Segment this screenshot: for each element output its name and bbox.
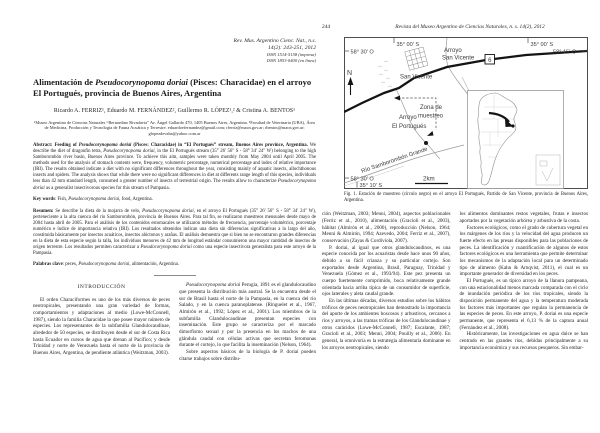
- journal-masthead: [33, 38, 316, 64]
- running-head-title: Revista del Museo Argentino de Ciencias Naturales, n. s. 14(2), 2012: [395, 24, 545, 30]
- abstract: [33, 143, 316, 192]
- sampling-station-dot: [424, 141, 428, 145]
- lat-top-left-label: 35° 00′ S: [396, 42, 420, 48]
- arroyo-san-vicente-label-1: Arroyo: [444, 48, 462, 54]
- lon-top-left-label: 58° 30′ O: [350, 49, 374, 56]
- paragraph: Históricamente, las investigaciones en agua dulce se han centrado en las grandes ríos, debidas principalmente a su importancia económica y sus recursos pesqueros. Sin embar-: [459, 331, 588, 351]
- issn-online: ISSN 1853-0400 (en línea): [266, 58, 316, 64]
- palabras-text: , alimentación, Argentina.: [129, 262, 179, 268]
- title-text: (Pisces: Characidae) en el arroyo El Portugués, provincia de Buenos Aires, Argentina: [33, 77, 312, 98]
- arroyo-san-vicente-label-2: San Vicente: [442, 55, 475, 62]
- arroyo-el-portugues-label-2: El Portugués: [392, 124, 427, 130]
- lon-top-right-label: 58° 15′ O: [553, 49, 577, 56]
- zona-de-muestreo-label-2: muestreo: [418, 113, 444, 120]
- figure-1-map: [344, 37, 588, 189]
- paragraph: P. doriai, al igual que otros glandulocaudinos, es una especie conocida por los acuaristas desde hace unos 90 años, debido a su fácil crianza y su particular cortejo. Son exportados desde Argentina, Brasil, Paraguay, Trinidad y Venezuela (Gómez et al., 1993/94). Este pez presenta un cuerpo fuertemente comprimido, boca relativamente grande orientada hacia arriba típica de un consumidor de superficie, ojos laterales y aleta caudal grande.: [322, 244, 451, 298]
- running-header: [322, 24, 588, 30]
- species-name: Pseudocorynopoma doriai: [68, 196, 120, 202]
- paragraph: El orden Characiformes es uno de los más diversos de peces neotropicales, presentando una gran variedad de formas, comportamientos y adaptaciones al medio (Lowe-McConnell, 1987), siendo la familia Characidae la que posee mayor número de especies. Los representantes de la subfamilia Glandulocaudinae, alrededor de 50 especies, se distribuyen desde el sur de Costa Rica hasta Ecuador en cursos de agua que drenan al Pacífico; y desde Trinidad y norte de Venezuela hasta el norte de la provincia de Buenos Aires, Argentina, de pendiente atlántica (Weitzman, 2003).: [33, 296, 170, 356]
- lon-bottom-label: 58° 30′ O: [350, 176, 374, 183]
- route-6-number: 6: [488, 57, 492, 64]
- page-left: [33, 38, 316, 362]
- journal-ref-line: 14(2): 243-251, 2012: [267, 45, 316, 52]
- species-name: Pseudocorynopoma doriai: [140, 245, 192, 251]
- paragraph-text: Perugia, 1891 es el glandulocaudino que presenta la distribución más austral. Se la encuentra desde el sur de Brasil hasta el norte de la Pampasia, en la cuenca del río Salado, y en la cuenca paranoplatense. (Ringuelet et al., 1967, Almirón et al., 1992; López et al., 2001). Los miembros de la subfamilia Glandulocaudinae presentan especies con inseminación. Este grupo se caracteriza por el marcado dimorfismo sexual y por la presencia en los machos de una glándula caudal con células activas que secretan feromonas durante el cortejo, lo que facilita la inseminación (Nelson, 1964).: [179, 282, 316, 349]
- title-text: Alimentación de: [33, 77, 96, 88]
- species-name: Pseudocorynopoma doriai: [186, 282, 241, 289]
- title-species-name: Pseudocorynopoma doriai: [95, 77, 188, 88]
- lat-bottom-label: 35° 10′ S: [359, 183, 383, 189]
- species-name: Pseudocorynopoma doriai: [103, 149, 155, 155]
- lat-top-right-label: 35° 00′ S: [530, 42, 554, 48]
- inset-location-dot: [511, 124, 514, 127]
- species-name: Pseudocorynopoma doriai: [33, 179, 316, 191]
- abstract-lead-species: Pseudocorynopoma doriai: [78, 142, 132, 148]
- keywords-line: [33, 197, 316, 203]
- paragraph: Factores ecológicos, como el grado de cobertura vegetal en los márgenes de los ríos y la velocidad del agua producen un fuerte efecto en las presas disponibles para las poblaciones de peces. La identificación y cuantificación de algunos de estos factores ecológicos es una herramienta que permite determinar los mecanismos de la adaptación local para un determinado tipo de alimento (Kahn & Arnqvist, 2011), el cual es un importante generador de diversidad en los peces.: [459, 224, 588, 278]
- palabras-clave-line: [33, 262, 316, 268]
- map-figure: [344, 37, 588, 189]
- resumen-body: Se describe la dieta de la mojarra de velo,: [53, 208, 143, 214]
- paragraph: El Portugués, es un típico arroyo de la llanura pampeana, con una estacionalidad menos marcada comparada con el ciclo de inundación periódica de los ríos tropicales, siendo la disposición permanente del agua y la temperatura moderada los factores más importantes que regulan la permanencia de las especies de peces. En este arroyo, P. doriai es una especie permanente, que representa el 6,13 % de la captura anual (Fernández et al., 2008).: [459, 277, 588, 331]
- affiliation-block: ¹Museo Argentino de Ciencias Naturales “Bernardino Rivadavia” Av. Ángel Gallardo 470, 1405 Buenos Aires, Argentina. ²Facultad de Veterinaria (UBA), Área de Medicina, Producción y Tecnología de Fauna Acuática y Terrestre. eduardoefernandez@gmail.com; rferriz@macn.gov.ar; rbentos@macn.gov.ar; glopezdevaba@yahoo.com.ar: [34, 119, 315, 137]
- figure-1-caption: Fig. 1. Estación de muestreo (círculo negro) en el arroyo El Portugués, Partido de San Vicente, provincia de Buenos Aires, Argentina.: [344, 192, 588, 204]
- keywords-text: : Fish,: [54, 196, 69, 202]
- abstract-lead: (Pisces: Characidae) in “El Portugués” stream, Buenos Aires province, Argentina.: [131, 142, 308, 148]
- intro-column-1: [33, 282, 170, 362]
- body-column-1: [322, 211, 451, 351]
- intro-column-2: [179, 282, 316, 362]
- resumen-body: , en el arroyo El Portugués (35° 26′ 56″ S - 58° 34′ 24″ W), perteneciente a la alta cuenca del río Samborombón, provincia de Buenos Aires. Para tal fin, se realizaron muestreos mensuales desde mayo de 2004 hasta abril de 2005. Para el análisis de los contenidos estomacales se utilizaron métodos de frecuencia, porcentaje volumétrico, porcentaje numérico e índice de importancia relativa (IRI). Los resultados obtenidos indican una dieta sin diferencias significativas a lo largo del año, constituida básicamente por insectos acuáticos, insectos alóctonos y arañas. El análisis demuestra que si bien no se encontraron grandes diferencias en la dieta de esta especie según la talla, los individuos menores de 42 mm de longitud estándar consumieron una mayor cantidad de insectos de origen terrestre. Los resultados permiten caracterizar a: [33, 208, 317, 251]
- issn-print: ISSN 1514-5158 (impresa): [266, 52, 316, 58]
- paragraph: [179, 282, 316, 349]
- palabras-text: : peces,: [62, 262, 79, 268]
- abstract-body: We describe the diet of dragonfin tetra,: [33, 142, 316, 155]
- abstract-lead: Abstract: Feeding of: [33, 142, 79, 148]
- section-divider: [154, 275, 196, 276]
- rio-samborombon-grande-label: Río Samborombón Grande: [360, 146, 429, 175]
- body-columns: [322, 211, 588, 351]
- san-vicente-town-label: San Vicente: [400, 74, 433, 81]
- keywords-label: Key words: [33, 196, 55, 202]
- intro-columns: [33, 282, 316, 362]
- paragraph: En las últimas décadas, diversos estudios sobre los hábitos tróficos de peces neotropicales han demostrado la importancia del aporte de los ambientes boscosos y arbustivos, cercanos a ríos y arroyos, a las tramas tróficas de los Glandulocaudinae y otros carácidos (Lowe-McConnell, 1987; Escalante, 1987; Gracioli et al., 2003; Menni, 2004; Pouilly et al., 2006). En general, la omnivoría es la estrategia alimentaria dominante en los arroyos neotropicales, siendo: [322, 297, 451, 351]
- resumen: [33, 209, 316, 258]
- page-number: 244: [322, 24, 331, 30]
- paragraph: los alimentos dominantes restos vegetales, frutas e insectos aportados por la vegetación arbórea y arbustiva de la costa.: [459, 211, 588, 224]
- abstract-body: as a generalist insectivorous species for this stream of Pampasia.: [44, 185, 170, 191]
- body-column-2: [460, 211, 589, 351]
- arroyo-el-portugues-label-1: Arroyo: [399, 115, 417, 121]
- resumen-body: como una especie insectívora generalista para este arroyo de la Pampasia.: [33, 245, 317, 257]
- north-label: N: [347, 70, 353, 77]
- scale-bar-label: 2km: [423, 175, 435, 183]
- paragraph: Sobre aspectos básicos de la biología de P. doriai pueden citarse trabajos sobre distribu-: [179, 349, 316, 362]
- article-title: [33, 77, 316, 98]
- section-heading-introduccion: INTRODUCCIÓN: [77, 284, 126, 291]
- paragraph: ción (Weitzman, 2003; Menni, 2004), aspectos poblacionales (Ferriz et al., 2010), alimentación (Gracioli et al., 2003), hábitat (Almirón et al., 2000), reproducción (Nelson, 1964; Menni & Almirón, 1994; Azevedo, 2004; Ferriz et al., 2007), conservación (Zayas & Cordiviola, 2007).: [322, 211, 451, 244]
- palabras-label: Palabras clave: [33, 262, 63, 268]
- zona-de-muestreo-label-1: Zona de: [420, 105, 443, 111]
- species-name: Pseudocorynopoma doriai: [142, 208, 194, 214]
- author-line: Ricardo A. FERRIZ¹, Eduardo M. FERNÁNDEZ², Guillermo R. LÓPEZ¹,² & Cristina A. BENTOS¹: [53, 107, 296, 114]
- abstract-body: , in the El Portugués stream (35° 26′ 56″ S - 58° 34′ 24″ W) belonging to the high Samborombón river basin, Buenos Aires province. To achieve this aim, samples were taken monthly from May 2004 until April 2005. The methods used for the analysis of stomach contents were, frequency, volumetric percentage, numerical percentage and index of relative importance (IRI). The results obtained indicate a diet with no significant differences throughout the year, consisting mainly of aquatic insects, allochthonous insects and spiders. The analysis shows that while there were no significant differences in diet at differents range length of this species, individuals less than 42 mm standard length, consumed a greater number of insects of terrestrial origin. The results allow to characterize: [33, 149, 316, 185]
- page-right: [322, 24, 588, 351]
- keywords-text: , food, Argentina.: [119, 196, 153, 202]
- journal-ref-line: Rev. Mus. Argentino Cienc. Nat., n.s.: [233, 38, 316, 44]
- resumen-label: Resumen:: [33, 208, 54, 214]
- species-name: Pseudocorynopoma doriai: [78, 262, 130, 268]
